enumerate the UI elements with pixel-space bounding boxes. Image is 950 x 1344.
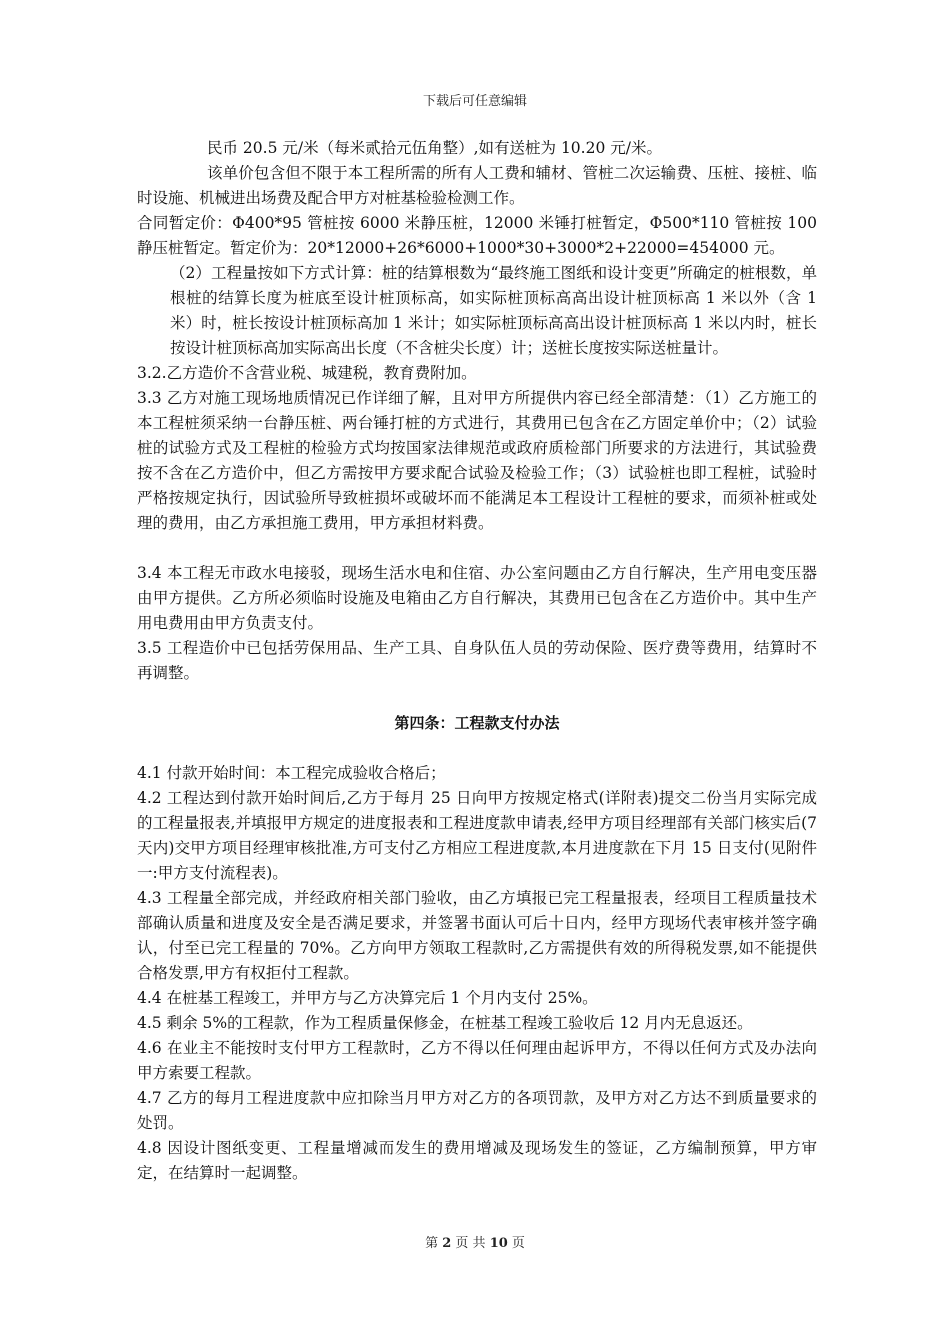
section-heading-4: 第四条：工程款支付办法 bbox=[394, 714, 560, 732]
document-body bbox=[137, 136, 817, 1186]
clause-4-1: 4.1 付款开始时间：本工程完成验收合格后； bbox=[137, 764, 446, 782]
quantity-calc-paragraph: （2）工程量按如下方式计算：桩的结算根数为“最终施工图纸和设计变更”所确定的桩根数，单根桩的结算长度为桩底至设计桩顶标高，如实际桩顶标高高出设计桩顶标高 1 米以外（含 1 米）时，桩长按设计桩顶标高加 1 米计；如实际桩顶标高高出设计桩顶标高 1 米以内时，桩长按设计桩顶标高加实际高出长度（不含桩尖长度）计；送桩长度按实际送桩量计。 bbox=[170, 264, 817, 357]
total-page-count: 10 bbox=[489, 1236, 508, 1251]
clause-3-5: 3.5 工程造价中已包括劳保用品、生产工具、自身队伍人员的劳动保险、医疗费等费用，结算时不再调整。 bbox=[137, 639, 817, 682]
unit-price-scope-paragraph: 该单价包含但不限于本工程所需的所有人工费和辅材、管桩二次运输费、压桩、接桩、临时设施、机械进出场费及配合甲方对桩基检验检测工作。 bbox=[137, 164, 817, 207]
page-footer bbox=[0, 1232, 950, 1251]
clause-4-5: 4.5 剩余 5%的工程款，作为工程质量保修金，在桩基工程竣工验收后 12 月内无息返还。 bbox=[137, 1014, 753, 1032]
unit-price-paragraph: 民币 20.5 元/米（每米贰拾元伍角整）,如有送桩为 10.20 元/米。 bbox=[207, 139, 662, 157]
clause-4-8: 4.8 因设计图纸变更、工程量增减而发生的费用增减及现场发生的签证，乙方编制预算，甲方审定，在结算时一起调整。 bbox=[137, 1139, 817, 1182]
clause-4-3: 4.3 工程量全部完成，并经政府相关部门验收，由乙方填报已完工程量报表，经项目工程质量技术部确认质量和进度及安全是否满足要求，并签署书面认可后十日内，经甲方现场代表审核并签字确认，付至已完工程量的 70%。乙方向甲方领取工程款时,乙方需提供有效的所得税发票,如不能提供合格发票,甲方有权拒付工程款。 bbox=[137, 889, 817, 982]
clause-4-4: 4.4 在桩基工程竣工，并甲方与乙方决算完后 1 个月内支付 25%。 bbox=[137, 989, 598, 1007]
footer-suffix: 页 bbox=[511, 1236, 525, 1251]
clause-4-6: 4.6 在业主不能按时支付甲方工程款时，乙方不得以任何理由起诉甲方，不得以任何方式及办法向甲方索要工程款。 bbox=[137, 1039, 817, 1082]
clause-3-3: 3.3 乙方对施工现场地质情况已作详细了解，且对甲方所提供内容已经全部清楚：（1）乙方施工的本工程桩须采纳一台静压桩、两台锤打桩的方式进行，其费用已包含在乙方固定单价中；（2）试验桩的试验方式及工程桩的检验方式均按国家法律规范或政府质检部门所要求的方法进行，其试验费按不含在乙方造价中，但乙方需按甲方要求配合试验及检验工作；（3）试验桩也即工程桩，试验时严格按规定执行，因试验所导致桩损坏或破坏而不能满足本工程设计工程桩的要求，而须补桩或处理的费用，由乙方承担施工费用，甲方承担材料费。 bbox=[137, 389, 817, 532]
clause-4-7: 4.7 乙方的每月工程进度款中应扣除当月甲方对乙方的各项罚款，及甲方对乙方达不到质量要求的处罚。 bbox=[137, 1089, 817, 1132]
contract-price-paragraph: 合同暂定价：Φ400*95 管桩按 6000 米静压桩，12000 米锤打桩暂定，Φ500*110 管桩按 100 静压桩暂定。暂定价为：20*12000+26*6000+1000*30+3000*2+22000=454000 元。 bbox=[137, 214, 817, 257]
clause-3-4: 3.4 本工程无市政水电接驳，现场生活水电和住宿、办公室问题由乙方自行解决，生产用电变压器由甲方提供。乙方所必须临时设施及电箱由乙方自行解决，其费用已包含在乙方造价中。其中生产用电费用由甲方负责支付。 bbox=[137, 564, 817, 632]
footer-middle: 页 共 bbox=[455, 1236, 486, 1251]
clause-3-2: 3.2.乙方造价不含营业税、城建税，教育费附加。 bbox=[137, 364, 477, 382]
clause-4-2: 4.2 工程达到付款开始时间后,乙方于每月 25 日向甲方按规定格式(详附表)提交二份当月实际完成的工程量报表,并填报甲方规定的进度报表和工程进度款申请表,经甲方项目经理部有关部门核实后(7 天内)交甲方项目经理审核批准,方可支付乙方相应工程进度款,本月进度款在下月 15 日支付(见附件一:甲方支付流程表)。 bbox=[137, 789, 817, 882]
page-header: 下载后可任意编辑 bbox=[422, 94, 527, 109]
footer-prefix: 第 bbox=[425, 1236, 439, 1251]
current-page-number: 2 bbox=[442, 1236, 452, 1251]
